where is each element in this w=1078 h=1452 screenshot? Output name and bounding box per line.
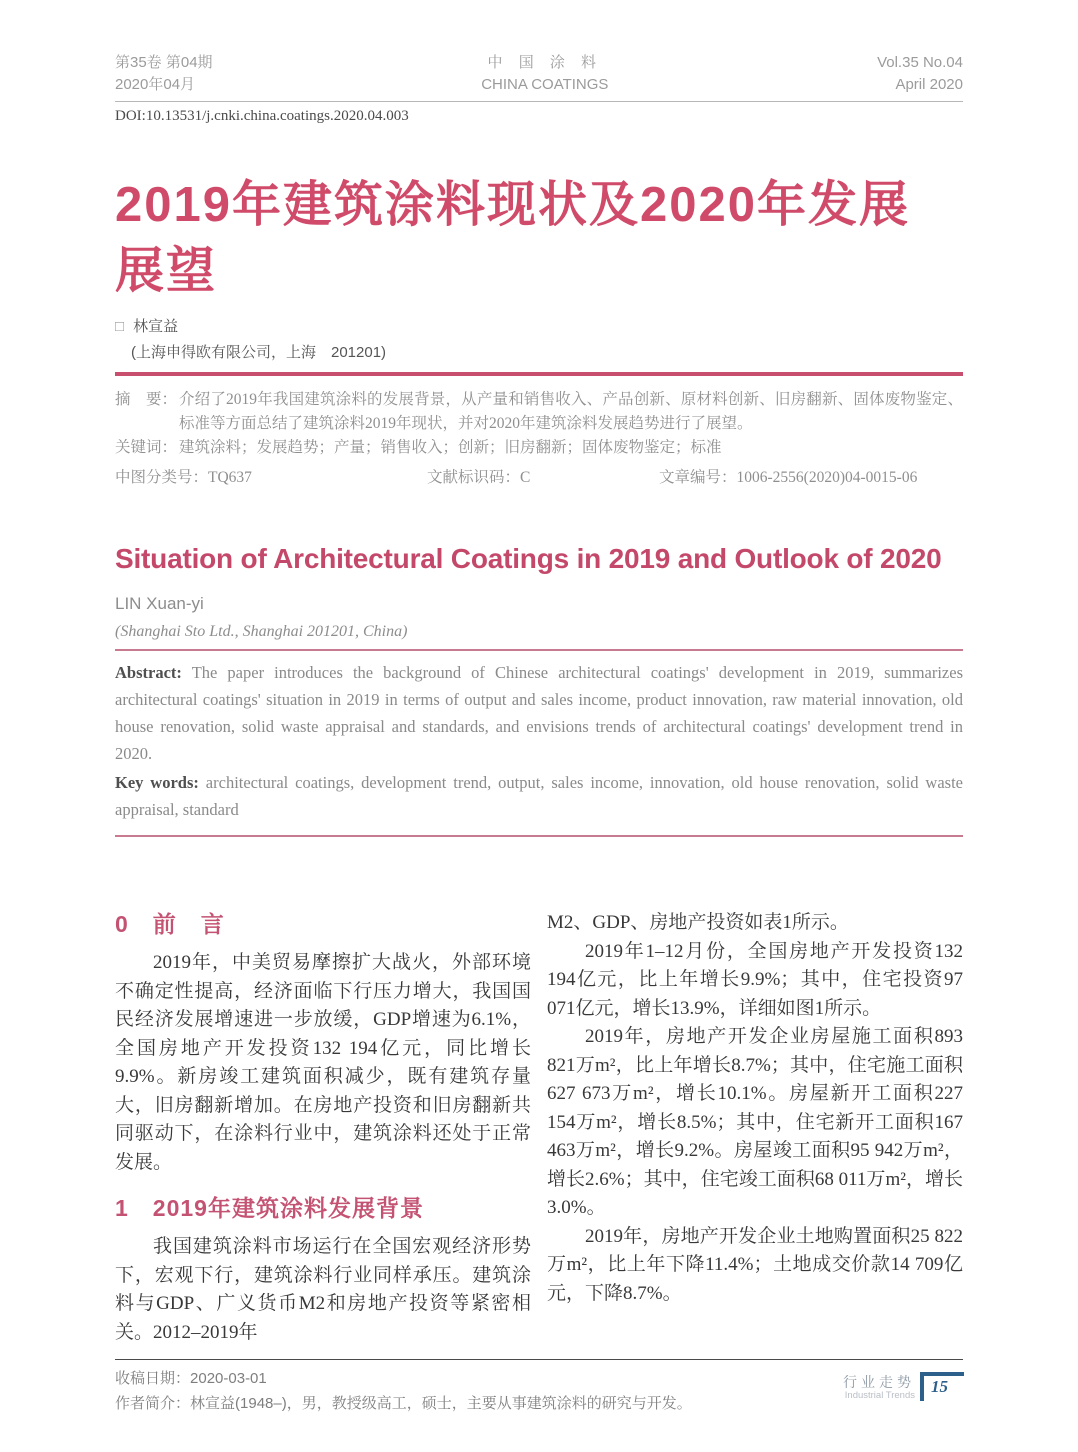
author-bio-line bbox=[115, 1391, 963, 1416]
doc-code-label: 文献标识码： bbox=[427, 469, 521, 486]
abstract-cn-text: 介绍了2019年我国建筑涂料的发展背景，从产量和销售收入、产品创新、原材料创新、旧房翻新、固体废物鉴定、标准等方面总结了建筑涂料2019年现状，并对2020年建筑涂料发展趋势进行了展望。 bbox=[179, 391, 963, 432]
issue-info-cn: 第35卷 第04期 bbox=[115, 54, 213, 71]
author-bio-value: 林宣益(1948–)，男，教授级高工，硕士，主要从事建筑涂料的研究与开发。 bbox=[190, 1395, 692, 1412]
divider-thick-pink bbox=[115, 372, 963, 376]
journal-header bbox=[115, 52, 963, 102]
journal-name-cn: 中 国 涂 料 bbox=[487, 54, 603, 71]
journal-name-en: CHINA COATINGS bbox=[481, 76, 609, 93]
issue-date-en: April 2020 bbox=[895, 76, 963, 93]
keywords-en-paragraph bbox=[115, 769, 963, 823]
clc-value: TQ637 bbox=[208, 469, 252, 486]
doc-code-item bbox=[427, 466, 659, 490]
header-issue-block-en bbox=[877, 52, 963, 96]
doi-text: DOI:10.13531/j.cnki.china.coatings.2020.04.003 bbox=[115, 108, 409, 124]
column-section-name bbox=[843, 1372, 915, 1402]
clc-label: 中图分类号： bbox=[115, 469, 209, 486]
classification-row bbox=[115, 466, 963, 490]
affiliation-cn: (上海申得欧有限公司，上海 201201) bbox=[131, 344, 387, 361]
article-id-label: 文章编号： bbox=[659, 469, 737, 486]
page-marker bbox=[843, 1372, 964, 1402]
author-name-en: LIN Xuan-yi bbox=[115, 594, 204, 613]
keywords-cn-row bbox=[115, 436, 963, 460]
footnote-block bbox=[115, 1366, 963, 1416]
keywords-en-text: architectural coatings, development trend, output, sales income, innovation, old house renovation, solid waste appraisal, standard bbox=[115, 773, 963, 819]
divider-thin-pink-bottom bbox=[115, 835, 963, 837]
doc-code-value: C bbox=[520, 469, 531, 486]
body-column-left bbox=[115, 909, 531, 1347]
article-id-value: 1006-2556(2020)04-0015-06 bbox=[736, 469, 918, 486]
abstract-cn-block bbox=[115, 388, 963, 490]
received-date-line bbox=[115, 1366, 963, 1391]
author-row bbox=[115, 316, 963, 338]
section-name-cn: 行业走势 bbox=[843, 1374, 915, 1390]
volume-info-en: Vol.35 No.04 bbox=[877, 54, 963, 71]
section-1-paragraph: 我国建筑涂料市场运行在全国宏观经济形势下，宏观下行，建筑涂料行业同样承压。建筑涂料与GDP、广义货币M2和房地产投资等紧密相关。2012–2019年 bbox=[115, 1236, 531, 1343]
article-title-cn-line2: 展望 bbox=[115, 244, 218, 298]
section-1-heading: 1 2019年建筑涂料发展背景 bbox=[115, 1195, 424, 1221]
abstract-en-block bbox=[115, 651, 963, 829]
issue-date-cn: 2020年04月 bbox=[115, 76, 196, 93]
article-body bbox=[115, 909, 963, 1347]
author-bio-label: 作者简介： bbox=[115, 1395, 191, 1412]
body-column-right bbox=[547, 909, 963, 1347]
keywords-cn-text: 建筑涂料；发展趋势；产量；销售收入；创新；旧房翻新；固体废物鉴定；标准 bbox=[179, 439, 722, 456]
abstract-cn-row bbox=[115, 388, 963, 436]
body-paragraph: M2、GDP、房地产投资如表1所示。 bbox=[547, 912, 849, 933]
abstract-en-text: The paper introduces the background of Chinese architectural coatings' development in 2019, summarizes architectural coatings' situation in 2019 in terms of output and sales income, product innovation, raw material innovation, old house renovation, solid waste appraisal and standards, and envisions trends of architectural coatings' development trend in 2020. bbox=[115, 663, 963, 763]
body-paragraph: 2019年，房地产开发企业土地购置面积25 822万m²，比上年下降11.4%；土地成交价款14 709亿元，下降8.7%。 bbox=[547, 1225, 963, 1304]
article-id-item bbox=[659, 466, 963, 490]
article-title-cn-line1: 2019年建筑涂料现状及2020年发展 bbox=[115, 178, 911, 232]
body-paragraph: 2019年，房地产开发企业房屋施工面积893 821万m²，比上年增长8.7%；其中，住宅施工面积627 673万m²，增长10.1%。房屋新开工面积227 154万m²，增长8.5%；其中，住宅新开工面积167 463万m²，增长9.2%。房屋竣工面积95 942万m²，增长2.6%；其中，住宅竣工面积68 011万m²，增长3.0%。 bbox=[547, 1026, 963, 1218]
received-date-value: 2020-03-01 bbox=[190, 1370, 267, 1387]
clc-item bbox=[115, 466, 427, 490]
keywords-cn-label: 关键词： bbox=[115, 439, 178, 456]
header-issue-block-cn bbox=[115, 52, 213, 96]
keywords-en-label: Key words: bbox=[115, 773, 199, 792]
abstract-cn-label: 摘 要： bbox=[115, 391, 178, 408]
page-number: 15 bbox=[920, 1372, 964, 1401]
body-paragraph: 2019年1–12月份，全国房地产开发投资132 194亿元，比上年增长9.9%；其中，住宅投资97 071亿元，增长13.9%，详细如图1所示。 bbox=[547, 940, 963, 1019]
author-square-icon: □ bbox=[115, 318, 125, 335]
section-0-heading: 0 前 言 bbox=[115, 911, 225, 937]
journal-name-block bbox=[481, 52, 608, 96]
abstract-en-label: Abstract: bbox=[115, 663, 182, 682]
received-date-label: 收稿日期： bbox=[115, 1370, 191, 1387]
author-name-cn: 林宣益 bbox=[133, 318, 179, 335]
article-title-cn bbox=[115, 172, 963, 304]
affiliation-en: (Shanghai Sto Ltd., Shanghai 201201, China) bbox=[115, 623, 408, 640]
section-name-en: Industrial Trends bbox=[844, 1390, 915, 1401]
article-title-en: Situation of Architectural Coatings in 2019 and Outlook of 2020 bbox=[115, 543, 942, 574]
abstract-en-paragraph bbox=[115, 659, 963, 767]
section-0-paragraph: 2019年，中美贸易摩擦扩大战火，外部环境不确定性提高，经济面临下行压力增大，我国国民经济发展增速进一步放缓，GDP增速为6.1%，全国房地产开发投资132 194亿元，同比增长9.9%。新房竣工建筑面积减少，既有建筑存量大，旧房翻新增加。在房地产投资和旧房翻新共同驱动下，在涂料行业中，建筑涂料还处于正常发展。 bbox=[115, 952, 531, 1173]
footnote-divider bbox=[115, 1359, 963, 1360]
